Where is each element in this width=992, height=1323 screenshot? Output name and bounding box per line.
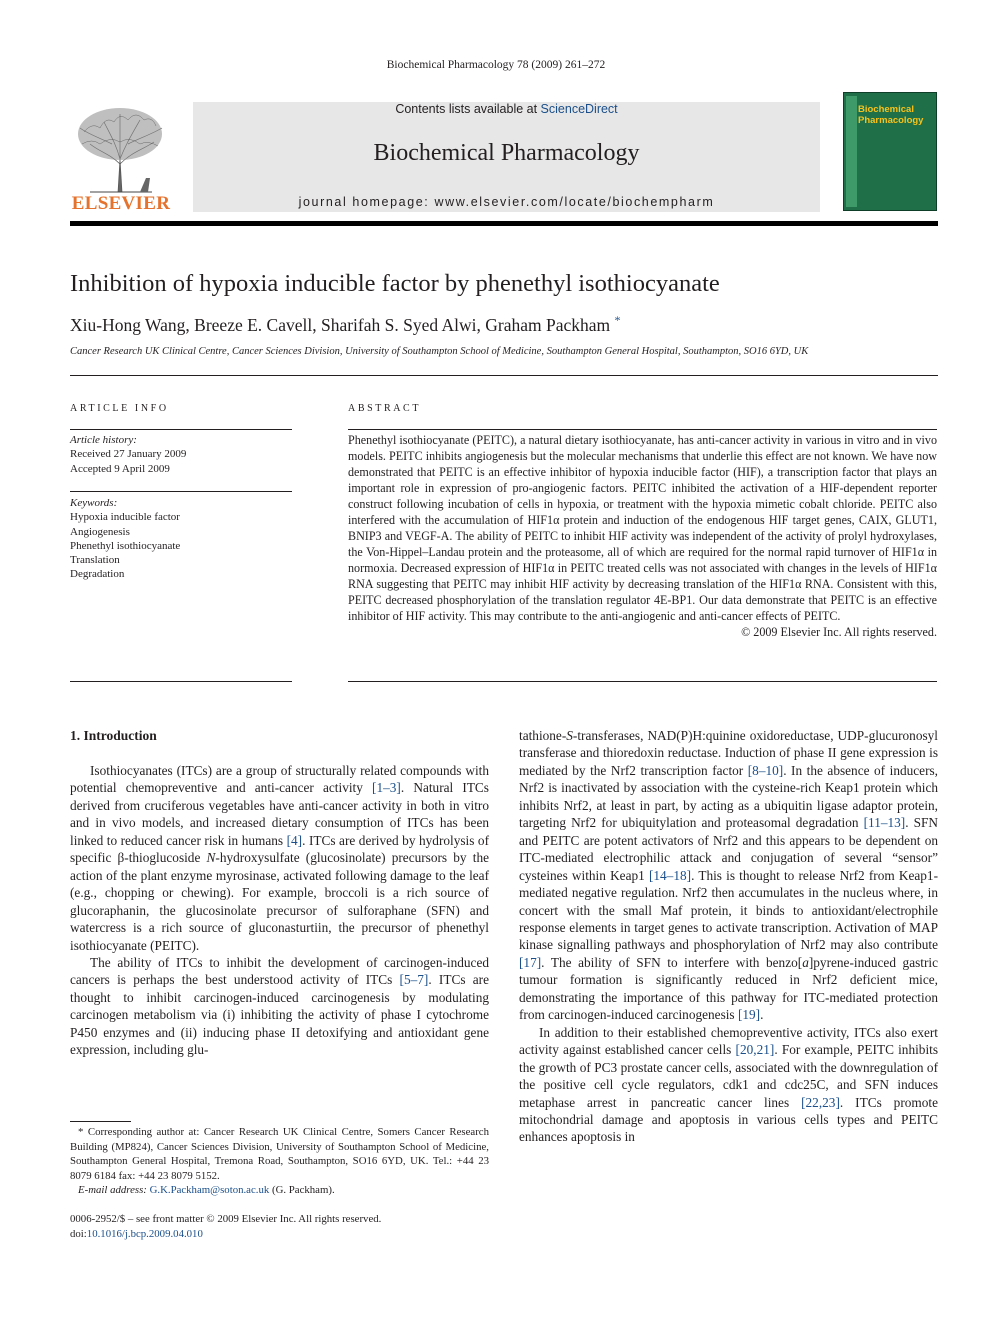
- footer-meta: [70, 1212, 381, 1242]
- corresponding-mark[interactable]: *: [614, 313, 621, 327]
- reference-link[interactable]: [22,23]: [801, 1094, 840, 1110]
- keyword: Hypoxia inducible factor: [70, 511, 180, 524]
- keywords-block: [70, 496, 292, 582]
- paragraph: tathione-S-transferases, NAD(P)H:quinine oxidoreductase, UDP-glucuronosyl transferase and thioredoxin reductase. Induction of phase II gene expression is mediated by the Nrf2 transcription factor [8–10]. In the absence of inducers, Nrf2 is inactivated by association with the cysteine-rich Keap1 protein which inhibits Nrf2, at least in part, by acting as a ubiquitin ligase adaptor protein, targeting Nrf2 for ubiquitylation and proteasomal degradation [11–13]. SFN and PEITC are potent activators of Nrf2 and this appears to be dependent on ITC-mediated electrophilic attack and conjugation of several “sensor” cysteines within Keap1 [14–18]. This is thought to release Nrf2 from Keap1-mediated negative regulation. Nrf2 then accumulates in the nucleus where, in concert with the small Maf protein, it binds to antioxidant/electrophile response elements in target genes to activate transcription. Activation of MAP kinase signalling pathways and phosphorylation of Nrf2 may also contribute [17]. The ability of SFN to interfere with benzo[a]pyrene-induced gastric tumour formation is significantly reduced in Nrf2 deficient mice, demonstrating the importance of this pathway for ITC-mediated protection from carcinogen-induced carcinogenesis [19].: [519, 728, 938, 1023]
- email-link[interactable]: G.K.Packham@soton.ac.uk: [149, 1184, 270, 1196]
- elsevier-wordmark: ELSEVIER: [71, 193, 171, 214]
- header-rule: [70, 221, 938, 226]
- abstract-text: Phenethyl isothiocyanate (PEITC), a natural dietary isothiocyanate, has anti-cancer activity in various in vitro and in vivo models. PEITC inhibits angiogenesis but the molecular mechanisms that underlie this effect are not known. We have now demonstrated that PEITC is an effective inhibitor of hypoxia inducible factor (HIF), a transcription factor that plays an important role in expression of pro-angiogenic factors. PEITC inhibited the activation of a HIF-dependent reporter construct following incubation of cells in hypoxia, or treatment with the hypoxia mimetic cobalt chloride. PEITC also interfered with the accumulation of HIF1α protein and induction of the endogenous HIF target genes, CAIX, GLUT1, BNIP3 and VEGF-A. The ability of PEITC to inhibit HIF activity was independent of the activity of prolyl hydroxylases, the Von-Hippel–Landau protein and the proteasome, all of which are required for the normal rapid turnover of HIF1α in normoxia. Decreased expression of HIF1α in PEITC treated cells was not associated with changes in the levels of HIF1α RNA suggesting that PEITC may inhibit HIF activity by decreasing translation of the HIF1α RNA. Consistent with this, PEITC decreased phosphorylation of the translation regulator 4E-BP1. Our data demonstrate that PEITC is an effective inhibitor of HIF activity. This may contribute to the anti-angiogenic and anti-cancer effects of PEITC.: [348, 433, 937, 623]
- reference-link[interactable]: [4]: [286, 832, 303, 848]
- history-label: Article history:: [70, 434, 137, 446]
- title-rule: [70, 375, 938, 376]
- abstract-rule: [348, 429, 937, 430]
- keyword: Phenethyl isothiocyanate: [70, 539, 181, 552]
- journal-citation: Biochemical Pharmacology 78 (2009) 261–272: [386, 59, 606, 71]
- keyword: Translation: [70, 554, 120, 567]
- doi-link[interactable]: 10.1016/j.bcp.2009.04.010: [86, 1228, 203, 1240]
- reference-link[interactable]: [11–13]: [863, 815, 906, 831]
- copyright: © 2009 Elsevier Inc. All rights reserved.: [741, 625, 937, 639]
- reference-link[interactable]: [19]: [737, 1007, 761, 1023]
- contents-prefix: Contents lists available at: [395, 102, 541, 116]
- reference-link[interactable]: [8–10]: [747, 762, 784, 778]
- cover-stripe: [846, 96, 857, 207]
- article-info-bottom-rule: [70, 681, 292, 682]
- corresponding-author-note: * Corresponding author at: Cancer Research UK Clinical Centre, Somers Cancer Research Building (MP824), Cancer Sciences Division, University of Southampton School of Medicine, Southampton General Hospital, Tremona Road, Southampton, SO16 6YD, UK. Tel.: +44 23 8079 6184 fax: +44 23 8079 5152.: [70, 1126, 489, 1182]
- body-column-right: [519, 727, 938, 1146]
- abstract: [348, 432, 937, 640]
- reference-link[interactable]: [1–3]: [372, 780, 401, 796]
- abstract-bottom-rule: [348, 681, 937, 682]
- article-title: Inhibition of hypoxia inducible factor by phenethyl isothiocyanate: [70, 270, 720, 297]
- article-info-rule: [70, 429, 292, 430]
- issn-line: 0006-2952/$ – see front matter © 2009 Elsevier Inc. All rights reserved.: [70, 1213, 382, 1225]
- footnote: [70, 1125, 489, 1198]
- accepted-date: Accepted 9 April 2009: [70, 462, 170, 475]
- section-heading-introduction: 1. Introduction: [70, 728, 157, 743]
- article-history: [70, 433, 292, 476]
- paragraph: The ability of ITCs to inhibit the development of carcinogen-induced cancers is perhaps the best understood activity of ITCs [5–7]. ITCs are thought to inhibit carcinogen-induced carcinogenesis by modulating carcinogen metabolism via (i) inhibiting the activity of phase I cytochrome P450 enzymes and (ii) inducing phase II detoxifying and antioxidant gene expression, including glu-: [70, 954, 489, 1058]
- body-column-left: [70, 762, 489, 1059]
- reference-link[interactable]: [5–7]: [399, 972, 429, 988]
- journal-title: Biochemical Pharmacology: [373, 140, 640, 166]
- journal-homepage[interactable]: journal homepage: www.elsevier.com/locate/biochempharm: [298, 195, 715, 209]
- contents-line: [193, 102, 820, 116]
- affiliation: Cancer Research UK Clinical Centre, Cancer Sciences Division, University of Southampton School of Medicine, Southampton General Hospital, Southampton, SO16 6YD, UK: [70, 346, 809, 357]
- keywords-rule: [70, 491, 292, 492]
- reference-link[interactable]: [20,21]: [735, 1042, 775, 1058]
- keyword: Angiogenesis: [70, 525, 130, 538]
- paragraph: Isothiocyanates (ITCs) are a group of structurally related compounds with potential chemopreventive and anti-cancer activity [1–3]. Natural ITCs derived from cruciferous vegetables have anti-cancer activity in both in vitro and in vivo models, and increased dietary consumption of ITCs has been linked to reduced cancer risk in humans [4]. ITCs are derived by hydrolysis of specific β-thioglucoside N-hydroxysulfate (glucosinolate) precursors by the action of the plant enzyme myrosinase, activated following damage to the leaf (e.g., chopping or chewing). For example, broccoli is a rich source of glucoraphanin, the glucosinolate precursor of sulforaphane (SFN) and watercress is a rich source of gluconasturtiin, the precursor of phenethyl isothiocyanate (PEITC).: [70, 763, 489, 953]
- cover-title: Biochemical Pharmacology: [858, 104, 924, 126]
- received-date: Received 27 January 2009: [70, 448, 187, 461]
- doi-line: doi:10.1016/j.bcp.2009.04.010: [70, 1228, 203, 1240]
- authors-text: Xiu-Hong Wang, Breeze E. Cavell, Sharifah S. Syed Alwi, Graham Packham: [70, 314, 611, 335]
- paragraph: In addition to their established chemopreventive activity, ITCs also exert activity against established cancer cells [20,21]. For example, PEITC inhibits the growth of PC3 prostate cancer cells, associated with the downregulation of the positive cell cycle regulators, cdk1 and cdc25C, and SFN induces metaphase arrest in pancreatic cancer lines [22,23]. ITCs promote mitochondrial damage and apoptosis in various cells types and PEITC enhances apoptosis in: [519, 1024, 939, 1145]
- footnote-rule: [70, 1121, 131, 1122]
- author-list: [70, 313, 621, 336]
- reference-link[interactable]: [17]: [519, 954, 542, 970]
- reference-link[interactable]: [14–18]: [648, 867, 692, 883]
- keywords-label: Keywords:: [70, 497, 118, 509]
- article-info-heading: ARTICLE INFO: [70, 403, 169, 414]
- sciencedirect-link[interactable]: ScienceDirect: [540, 102, 618, 116]
- email-line: E-mail address: G.K.Packham@soton.ac.uk (G. Packham).: [78, 1184, 335, 1196]
- keyword: Degradation: [70, 568, 125, 581]
- abstract-heading: ABSTRACT: [348, 403, 422, 414]
